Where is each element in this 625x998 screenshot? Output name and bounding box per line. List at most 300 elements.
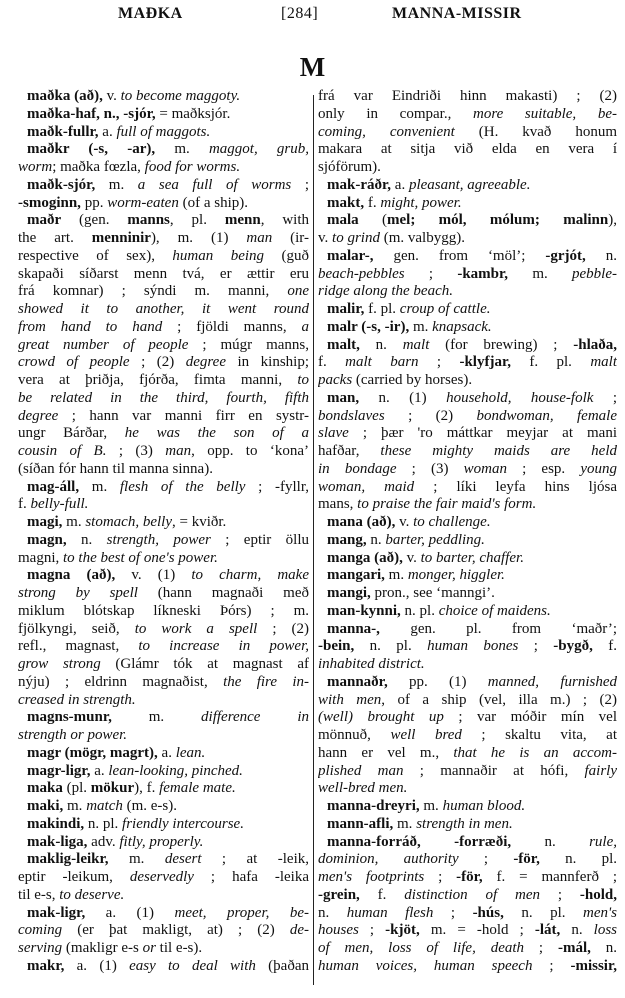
body-text: m. xyxy=(155,141,209,158)
body-text: f. = mannferð ; xyxy=(482,869,617,885)
definition-text: food for worms. xyxy=(144,159,241,175)
body-text: (for brewing) ; xyxy=(429,336,574,353)
body-text: (guð xyxy=(264,247,309,264)
definition-text: more suitable, be- xyxy=(472,105,617,122)
body-text: a. (1) xyxy=(64,957,130,974)
body-text: (Glámr tók at magnast af xyxy=(100,656,309,672)
definition-text: to become maggoty. xyxy=(120,88,241,104)
body-text: ; (2) xyxy=(384,407,477,424)
body-text: mans, xyxy=(318,496,358,513)
definition-text: coming xyxy=(18,922,63,939)
headword-text: -mál, xyxy=(557,940,591,956)
dictionary-line xyxy=(318,656,617,674)
dictionary-line xyxy=(318,106,617,124)
body-text: ; múgr manns, xyxy=(188,336,309,353)
body-text: only in compar., xyxy=(318,105,473,122)
body-text: til e-s). xyxy=(155,940,203,956)
body-text: n. xyxy=(590,940,617,956)
definition-text: slave xyxy=(318,425,349,442)
headword-text: makt, xyxy=(327,194,365,211)
dictionary-line xyxy=(318,851,617,869)
body-text: f. xyxy=(592,638,617,655)
dictionary-line xyxy=(18,319,309,337)
dictionary-line xyxy=(18,266,309,284)
dictionary-line xyxy=(318,372,617,390)
body-text: ), xyxy=(608,212,617,229)
body-text: makara at sitja við elda en vera í xyxy=(318,141,617,158)
definition-text: maggot, grub, xyxy=(208,141,309,158)
definition-text: one xyxy=(287,283,309,300)
body-text: m. xyxy=(95,176,138,193)
body-text: ; (3) xyxy=(396,460,464,477)
dictionary-line xyxy=(318,514,617,532)
dictionary-line xyxy=(318,230,617,248)
dictionary-line xyxy=(318,443,617,461)
dictionary-line xyxy=(318,905,617,923)
dictionary-line xyxy=(318,319,617,337)
body-text: m. xyxy=(419,798,443,814)
definition-text: distinction of men xyxy=(404,886,540,903)
headword-text: malir, xyxy=(327,301,365,317)
dictionary-line xyxy=(318,301,617,319)
headword-text: maðk-fullr, xyxy=(27,123,99,140)
body-text: a. xyxy=(391,176,409,193)
dictionary-line xyxy=(18,621,309,639)
body-text: a. xyxy=(90,762,109,779)
dictionary-line xyxy=(318,585,617,603)
dictionary-line xyxy=(18,195,309,213)
definition-text: fitly, properly. xyxy=(119,833,204,850)
headword-text: mann-afli, xyxy=(327,815,394,832)
dictionary-line xyxy=(318,337,617,355)
body-text: f. xyxy=(318,354,346,371)
definition-text: coming, convenient xyxy=(318,123,455,140)
body-text: ; hann var manni firr en systr- xyxy=(58,407,309,424)
headword-text: maðkr (-s, -ar), xyxy=(27,141,156,158)
definition-text: strong by spell xyxy=(18,585,138,601)
definition-text: bondslaves xyxy=(318,407,385,424)
body-text: ungr Bárðar, xyxy=(18,425,125,442)
definition-text: meet, proper, be- xyxy=(174,904,309,921)
headword-text: -hús, xyxy=(472,904,504,921)
definition-text: human voices, human speech xyxy=(318,957,533,974)
body-text: mönnuð, xyxy=(318,727,391,743)
body-text: hann er vel m., xyxy=(318,744,454,761)
body-text: f. xyxy=(18,496,31,513)
headword-text: -missir, xyxy=(570,957,617,974)
headword-text: mang, xyxy=(327,531,367,548)
headword-text: mangari, xyxy=(327,567,385,584)
body-text: magni, xyxy=(18,549,63,566)
dictionary-line xyxy=(18,230,309,248)
definition-text: barter, peddling. xyxy=(385,531,485,548)
headword-text: -grein, xyxy=(318,886,360,903)
definition-text: worm-eaten xyxy=(107,194,179,211)
dictionary-line xyxy=(318,674,617,692)
dictionary-line xyxy=(18,905,309,923)
definition-text: human flesh xyxy=(346,904,434,921)
dictionary-line xyxy=(318,124,617,142)
body-text: f. xyxy=(359,886,405,903)
headword-text: -för, xyxy=(513,851,540,868)
dictionary-line xyxy=(318,798,617,816)
body-text: ; xyxy=(518,638,554,655)
running-head-left: MAÐKA xyxy=(118,5,183,22)
body-text: ; xyxy=(424,869,457,885)
definition-text: human bones xyxy=(427,638,519,655)
dictionary-line xyxy=(18,958,309,976)
dictionary-line xyxy=(18,354,309,372)
body-text: (hann magnaði með xyxy=(137,585,309,601)
headword-text: -smoginn, xyxy=(18,194,81,211)
body-text: ; (2) xyxy=(129,354,186,371)
headword-text: mel; mól, mólum; malinn xyxy=(387,212,609,229)
body-text: f. xyxy=(364,194,381,211)
headword-text: mala xyxy=(327,212,359,229)
body-text: m. xyxy=(108,851,165,868)
dictionary-line xyxy=(18,337,309,355)
body-text: = maðksjór. xyxy=(155,105,231,122)
dictionary-line xyxy=(318,692,617,710)
dictionary-line xyxy=(318,283,617,301)
headword-text: magna (að), xyxy=(27,567,116,584)
dictionary-line xyxy=(318,159,617,177)
body-text: m. = -hold ; xyxy=(419,922,535,939)
headword-text: mannaðr, xyxy=(327,673,388,690)
dictionary-line xyxy=(318,390,617,408)
dictionary-line xyxy=(18,763,309,781)
definition-text: woman, maid xyxy=(318,478,415,495)
dictionary-line xyxy=(318,425,617,443)
definition-text: knapsack. xyxy=(432,318,492,335)
definition-text: loss xyxy=(593,922,617,939)
definition-text: inhabited district. xyxy=(318,656,425,672)
dictionary-line xyxy=(18,887,309,905)
headword-text: -hold, xyxy=(579,886,617,903)
headword-text: mangi, xyxy=(327,585,371,601)
definition-text: showed it to another, it went round xyxy=(18,301,309,317)
page-number: [284] xyxy=(281,5,319,22)
dictionary-line xyxy=(18,816,309,834)
definition-text: be related in the third, fourth, fifth xyxy=(18,389,309,406)
definition-text: female mate. xyxy=(159,780,236,797)
dictionary-line xyxy=(318,408,617,426)
headword-text: magns-munr, xyxy=(27,709,112,726)
dictionary-line xyxy=(18,869,309,887)
body-text: ; xyxy=(433,904,473,921)
dictionary-line xyxy=(318,266,617,284)
dictionary-line xyxy=(18,585,309,603)
body-text: n. xyxy=(66,531,107,548)
body-text: pp. (1) xyxy=(387,673,488,690)
definition-text: pleasant, agreeable. xyxy=(408,176,531,193)
body-text: n. xyxy=(366,531,386,548)
section-letter: M xyxy=(299,52,326,82)
definition-text: croup of cattle. xyxy=(399,301,491,317)
definition-text: deservedly xyxy=(129,869,194,885)
dictionary-line xyxy=(318,550,617,568)
definition-text: degree xyxy=(18,407,59,424)
dictionary-line xyxy=(318,940,617,958)
definition-text: to the best of one's power. xyxy=(63,549,218,566)
body-text: ; skaltu vita, at xyxy=(461,727,617,743)
dictionary-line xyxy=(18,88,309,106)
definition-text: men's footprints xyxy=(318,869,425,885)
definition-text: manned, furnished xyxy=(487,673,617,690)
headword-text: manna-, xyxy=(327,620,380,637)
body-text: ; xyxy=(358,922,386,939)
body-text: (pl. xyxy=(62,780,91,797)
headword-text: -grjót, xyxy=(545,247,586,264)
headword-text: -för, xyxy=(456,869,483,885)
body-text: (þaðan xyxy=(255,957,309,974)
definition-text: to deserve. xyxy=(59,886,125,903)
headword-text: menninir xyxy=(91,230,151,246)
definition-text: strength or power. xyxy=(18,727,128,743)
definition-text: young xyxy=(580,460,617,477)
dictionary-line xyxy=(18,727,309,745)
body-text: vera at þriðja, fjórða, fimta manni, xyxy=(18,372,298,388)
headword-text: manna-dreyri, xyxy=(327,798,420,814)
body-text: sjóförum). xyxy=(318,159,381,175)
body-text: ; xyxy=(524,940,558,956)
body-text: , of a ship (vel, illa m.) ; (2) xyxy=(381,691,617,708)
definition-text: beach-pebbles xyxy=(318,265,405,282)
body-text: v. xyxy=(102,88,121,104)
dictionary-line xyxy=(318,177,617,195)
headword-text: -kjöt, xyxy=(385,922,420,939)
dictionary-line xyxy=(318,621,617,639)
definition-text: plished man xyxy=(318,762,404,779)
definition-text: worm xyxy=(18,159,53,175)
dictionary-line xyxy=(18,124,309,142)
definition-text: well bred xyxy=(390,727,462,743)
body-text: ; (2) xyxy=(257,620,309,637)
dictionary-line xyxy=(18,461,309,479)
headword-text: magn, xyxy=(27,531,67,548)
definition-text: or xyxy=(142,940,156,956)
dictionary-line xyxy=(18,514,309,532)
body-text: m. xyxy=(111,709,202,726)
dictionary-line xyxy=(318,354,617,372)
body-text: refl., magnast, xyxy=(18,638,139,655)
body-text: n. xyxy=(560,922,594,939)
definition-text: degree xyxy=(185,354,226,371)
body-text: a. xyxy=(157,744,176,761)
body-text: ; var móðir mín vel xyxy=(443,709,617,726)
dictionary-line xyxy=(318,532,617,550)
body-text: ; (3) xyxy=(106,443,166,459)
body-text: v. xyxy=(395,514,414,530)
body-text: n. xyxy=(585,247,617,264)
body-text: n. pl. xyxy=(503,904,583,921)
body-text: n. pl. xyxy=(354,638,428,655)
definition-text: pebble- xyxy=(572,265,617,282)
body-text: m. xyxy=(63,798,87,814)
body-text: f. pl. xyxy=(364,301,400,317)
dictionary-line xyxy=(318,195,617,213)
dictionary-line xyxy=(18,106,309,124)
dictionary-line xyxy=(318,780,617,798)
definition-text: easy to deal with xyxy=(129,957,256,974)
dictionary-line xyxy=(18,550,309,568)
dictionary-line xyxy=(18,798,309,816)
definition-text: creased in strength. xyxy=(18,691,136,708)
dictionary-line xyxy=(318,141,617,159)
definition-text: to grind xyxy=(332,230,380,246)
headword-text: mag-áll, xyxy=(27,478,80,495)
body-text: ), m. (1) xyxy=(150,230,247,246)
body-text: ; xyxy=(291,176,309,193)
dictionary-line xyxy=(318,496,617,514)
dictionary-line xyxy=(18,780,309,798)
body-text: ; fjöldi manns, xyxy=(162,318,302,335)
definition-text: serving xyxy=(18,940,63,956)
body-text: (m. e-s). xyxy=(122,798,178,814)
definition-text: great number of people xyxy=(18,336,189,353)
definition-text: that he is an accom- xyxy=(453,744,617,761)
body-text: respective of sex), xyxy=(18,247,173,264)
definition-text: household, house-folk xyxy=(446,389,594,406)
definition-text: of men, loss of life, death xyxy=(318,940,525,956)
dictionary-line xyxy=(318,887,617,905)
body-text: m. xyxy=(508,265,573,282)
headword-text: magr (mögr, magrt), xyxy=(27,744,158,761)
dictionary-line xyxy=(318,212,617,230)
body-text: m. xyxy=(409,318,433,335)
body-text: n. (1) xyxy=(359,389,447,406)
dictionary-line xyxy=(18,656,309,674)
definition-text: houses xyxy=(318,922,359,939)
definition-text: (well) brought up xyxy=(318,709,444,726)
dictionary-line xyxy=(18,745,309,763)
headword-text: -kambr, xyxy=(457,265,509,282)
body-text: n. pl. xyxy=(84,815,123,832)
body-text: ; líki leyfa hins ljósa xyxy=(414,478,617,495)
body-text: ; xyxy=(532,957,571,974)
definition-text: well-bred men. xyxy=(318,780,408,797)
dictionary-line xyxy=(18,674,309,692)
definition-text: malt xyxy=(402,336,430,353)
headword-text: manns xyxy=(127,212,170,229)
body-text: (síðan fór hann til manna sinna). xyxy=(18,460,213,477)
headword-text: maki, xyxy=(27,798,64,814)
headword-text: makindi, xyxy=(27,815,85,832)
headword-text: mana (að), xyxy=(327,514,396,530)
body-text: v. (1) xyxy=(115,567,192,584)
dictionary-line xyxy=(318,834,617,852)
body-text: ; -fyllr, xyxy=(245,478,309,495)
body-text: ; xyxy=(593,389,617,406)
body-text: f. pl. xyxy=(511,354,591,371)
definition-text: dominion, authority xyxy=(318,851,459,868)
definition-text: in bondage xyxy=(318,460,397,477)
definition-text: de- xyxy=(289,922,309,939)
body-text: (m. valbygg). xyxy=(379,230,465,246)
definition-text: stomach, belly xyxy=(85,514,172,530)
body-text: (H. kvað honum xyxy=(454,123,617,140)
body-text: ; xyxy=(418,354,460,371)
body-text: eptir -leikum, xyxy=(18,869,130,885)
body-text: (carried by horses). xyxy=(352,372,473,388)
body-text: skapaði síðarst menn tvá, er ættir eru xyxy=(18,265,309,282)
dictionary-line xyxy=(18,390,309,408)
headword-text: manga (að), xyxy=(327,549,403,566)
dictionary-line xyxy=(18,372,309,390)
body-text: pron., see ‘manngi’. xyxy=(370,585,495,601)
dictionary-line xyxy=(318,638,617,656)
headword-text: malr (-s, -ir), xyxy=(327,318,410,335)
body-text: , with xyxy=(260,212,309,229)
body-text: adv. xyxy=(87,833,120,850)
dictionary-line xyxy=(18,177,309,195)
body-text: til e-s, xyxy=(18,886,60,903)
body-text: m. xyxy=(79,478,120,495)
body-text: miklum blótskap líkneski Þórs) ; m. xyxy=(18,602,309,619)
definition-text: flesh of the belly xyxy=(119,478,246,495)
dictionary-line xyxy=(318,709,617,727)
definition-text: malt barn xyxy=(345,354,419,371)
body-text: v. xyxy=(318,230,333,246)
body-text: ; þær 'ro máttkar meyjar at mani xyxy=(348,425,617,442)
headword-text: maðka (að), xyxy=(27,88,103,104)
definition-text: these mighty maids are held xyxy=(380,443,617,459)
definition-text: to charm, make xyxy=(191,567,309,584)
body-text: n. pl. xyxy=(539,851,617,868)
definition-text: human being xyxy=(172,247,265,264)
body-text: , pl. xyxy=(169,212,225,229)
definition-text: full of maggots. xyxy=(116,123,211,140)
dictionary-line xyxy=(18,301,309,319)
dictionary-line xyxy=(318,479,617,497)
headword-text: -bygð, xyxy=(553,638,593,655)
definition-text: grow strong xyxy=(18,656,101,672)
dictionary-line xyxy=(18,283,309,301)
body-text: ; maðka fœzla, xyxy=(52,159,145,175)
definition-text: desert xyxy=(164,851,202,868)
headword-text: maklig-leikr, xyxy=(27,851,109,868)
definition-text: a xyxy=(301,318,309,335)
headword-text: mak-ráðr, xyxy=(327,176,392,193)
definition-text: to increase in power, xyxy=(138,638,309,655)
dictionary-line xyxy=(18,922,309,940)
dictionary-line xyxy=(318,869,617,887)
dictionary-line xyxy=(18,159,309,177)
dictionary-line xyxy=(18,638,309,656)
definition-text: he was the son of a xyxy=(124,425,309,442)
dictionary-line xyxy=(318,603,617,621)
dictionary-line xyxy=(18,603,309,621)
dictionary-line xyxy=(18,479,309,497)
definition-text: monger, higgler. xyxy=(407,567,505,584)
left-column xyxy=(18,88,309,976)
body-text: gen. pl. from ‘maðr’; xyxy=(379,620,617,637)
definition-text: to barter, chaffer. xyxy=(420,549,524,566)
headword-text: maðka-haf, n., -sjór, xyxy=(27,105,156,122)
definition-text: to challenge. xyxy=(413,514,491,530)
body-text: , = kviðr. xyxy=(172,514,227,530)
definition-text: cousin of B. xyxy=(18,443,107,459)
body-text: n. xyxy=(511,833,590,850)
dictionary-line xyxy=(318,763,617,781)
headword-text: mökur xyxy=(90,780,135,797)
body-text: hafðar, xyxy=(318,443,381,459)
body-text: frá var Eindriði hinn makasti) ; (2) xyxy=(318,88,617,104)
definition-text: strength, power xyxy=(106,531,211,548)
body-text: v. xyxy=(402,549,421,566)
definition-text: the fire in- xyxy=(223,673,309,690)
body-text: a. xyxy=(98,123,117,140)
